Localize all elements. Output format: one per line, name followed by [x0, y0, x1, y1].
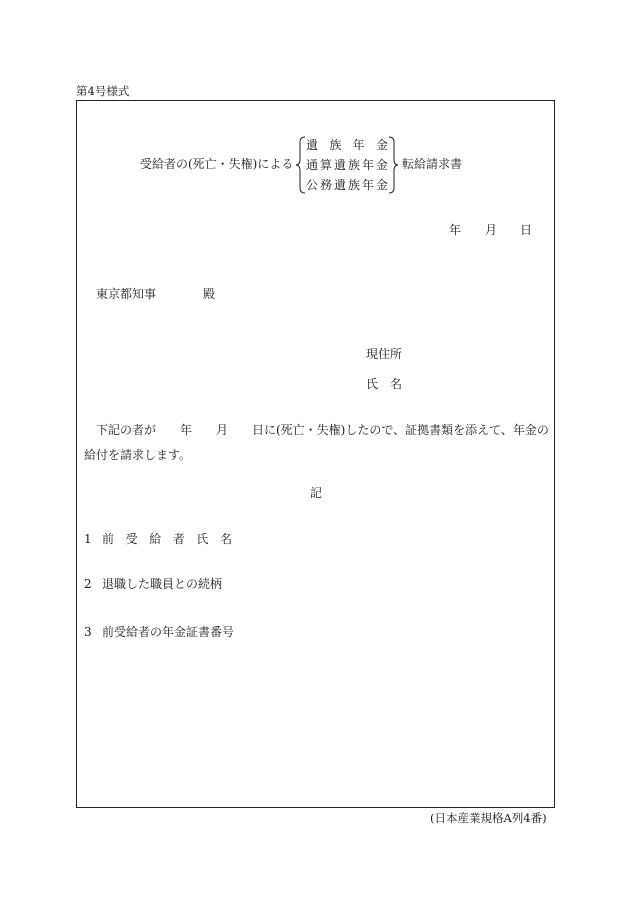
date-year-label: 年: [449, 223, 462, 237]
option-char: 金: [375, 178, 388, 192]
request-statement-line-1: 下記の者が 年 月 日に(死亡・失権)したので、証拠書類を添えて、年金の: [96, 423, 549, 437]
item-1-label: [102, 533, 232, 545]
option-char: 遺: [333, 178, 346, 192]
item-3-label: 前受給者の年金証書番号: [102, 625, 235, 639]
title-suffix: 転給請求書: [402, 157, 463, 171]
option-char: 遺: [306, 138, 319, 152]
option-char: 年: [361, 178, 374, 192]
date-month-label: 月: [485, 223, 498, 237]
current-address-label: 現住所: [366, 347, 403, 361]
title-option-idzoku-nenkin: [306, 139, 388, 151]
item-char: 者: [172, 532, 185, 546]
request-statement-line-2: 給付を請求します。: [84, 448, 192, 462]
title-option-tsusan-izoku-nenkin: [306, 159, 388, 171]
item-char: 前: [102, 532, 115, 546]
item-2-number: 2: [84, 577, 92, 591]
option-char: 遺: [333, 158, 346, 172]
honorific: 殿: [203, 287, 216, 301]
addressee: 東京都知事: [96, 287, 157, 301]
option-char: 金: [375, 138, 388, 152]
option-char: 通: [306, 158, 319, 172]
item-char: 給: [149, 532, 162, 546]
option-char: 族: [347, 178, 360, 192]
item-char: 名: [219, 532, 232, 546]
option-char: 族: [329, 138, 342, 152]
item-char: 受: [125, 532, 138, 546]
option-char: 年: [352, 138, 365, 152]
item-1-number: 1: [84, 532, 92, 546]
option-char: 族: [347, 158, 360, 172]
option-char: 公: [306, 178, 319, 192]
option-char: 務: [319, 178, 332, 192]
right-brace-icon: [387, 136, 399, 194]
option-char: 金: [375, 158, 388, 172]
ki-heading: 記: [310, 486, 323, 500]
option-char: 算: [319, 158, 332, 172]
date-day-label: 日: [520, 223, 533, 237]
option-char: 年: [361, 158, 374, 172]
title-prefix: 受給者の(死亡・失権)による: [140, 157, 294, 171]
paper-size-note: (日本産業規格A列4番): [430, 811, 547, 825]
title-option-komu-izoku-nenkin: [306, 179, 388, 191]
item-char: 氏: [196, 532, 209, 546]
item-2-label: 退職した職員との続柄: [102, 577, 223, 591]
applicant-name-label: 氏 名: [366, 377, 403, 391]
form-number-label: 第4号様式: [76, 84, 130, 98]
item-3-number: 3: [84, 625, 92, 639]
